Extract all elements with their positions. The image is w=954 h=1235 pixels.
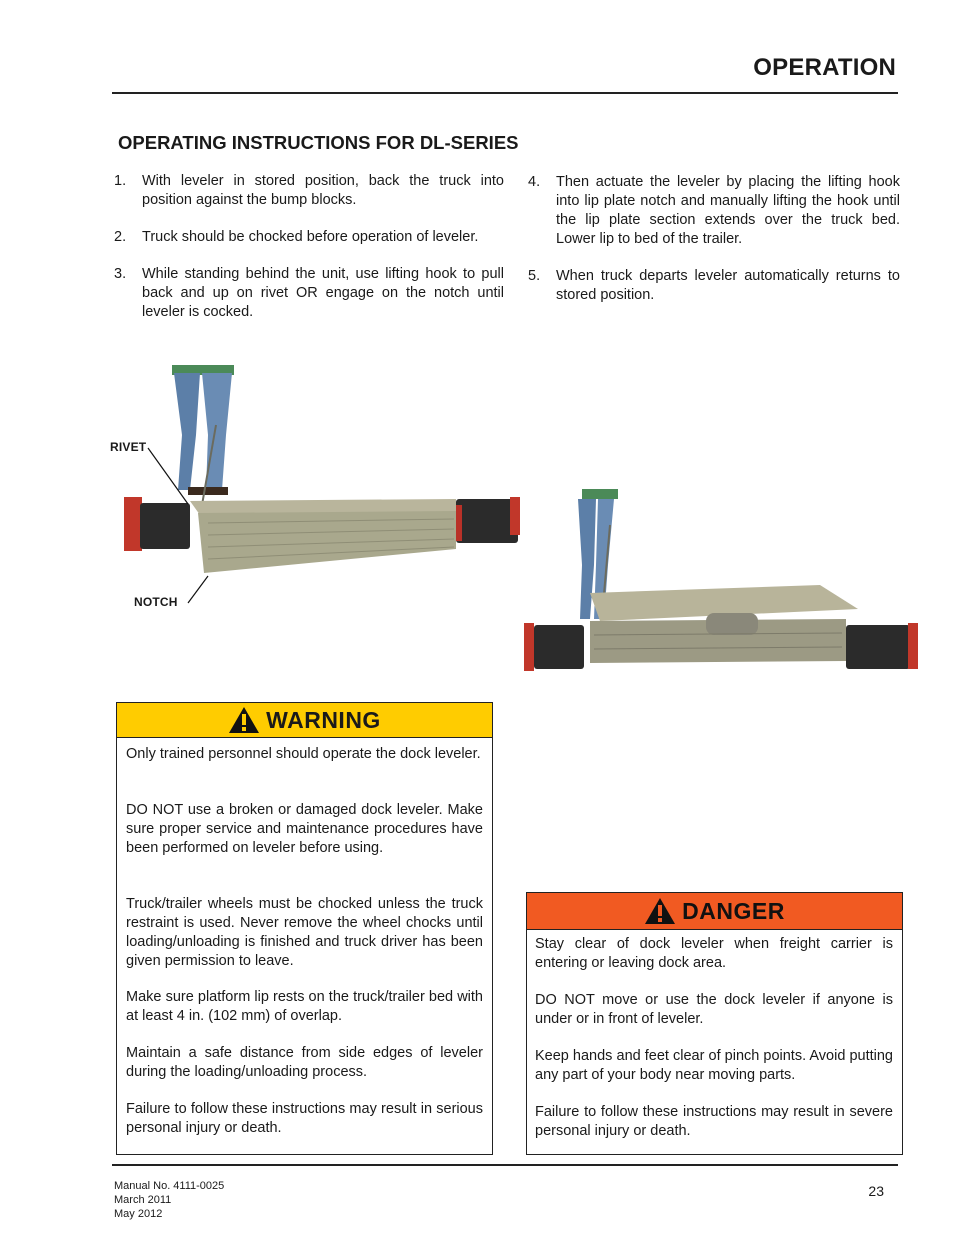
step-text: When truck departs leveler automatically returns to stored position.: [556, 268, 900, 303]
footer-manual-info: [114, 1179, 224, 1221]
warning-label: WARNING: [266, 706, 381, 733]
warning-paragraph: Maintain a safe distance from side edges of leveler during the loading/unloading process.: [126, 1045, 483, 1080]
step-3: [114, 265, 504, 325]
page-number: 23: [868, 1183, 884, 1199]
warning-box: [116, 702, 493, 1155]
page-header-title: OPERATION: [753, 54, 896, 81]
warning-paragraph: Make sure platform lip rests on the truck/trailer bed with at least 4 in. (102 mm) of overlap.: [126, 989, 483, 1024]
rivet-callout-label: RIVET: [110, 440, 147, 454]
step-5: [528, 267, 900, 307]
footer-date: March 2011: [114, 1194, 172, 1206]
danger-label: DANGER: [682, 897, 785, 924]
footer-rule: [112, 1164, 898, 1166]
footer-date: May 2012: [114, 1208, 163, 1220]
step-text: While standing behind the unit, use lifting hook to pull back and up on rivet OR engage on the notch until leveler is cocked.: [142, 266, 504, 320]
step-number: 2.: [114, 229, 127, 245]
step-text: With leveler in stored position, back the truck into position against the bump blocks.: [142, 173, 504, 208]
warning-banner: [117, 703, 492, 738]
danger-paragraph: Failure to follow these instructions may result in severe personal injury or death.: [535, 1104, 893, 1139]
danger-box: [526, 892, 903, 1155]
header-rule: [112, 92, 898, 94]
danger-banner: [527, 893, 902, 930]
warning-paragraph: Only trained personnel should operate the dock leveler.: [126, 746, 481, 762]
danger-paragraph: Stay clear of dock leveler when freight carrier is entering or leaving dock area.: [535, 936, 893, 971]
leveler-extended-photo: [520, 485, 920, 675]
step-2: [114, 228, 504, 248]
warning-paragraph: Truck/trailer wheels must be chocked unless the truck restraint is used. Never remove the wheel chocks until loading/unloading is finished and truck driver has been given permission to leave.: [126, 896, 483, 969]
step-text: Truck should be chocked before operation of leveler.: [142, 229, 479, 245]
step-number: 4.: [528, 174, 541, 190]
danger-triangle-icon: [644, 897, 676, 925]
step-text: Then actuate the leveler by placing the lifting hook into lip plate notch and manually lifting the hook until the lip plate section extends over the truck bed. Lower lip to bed of the trailer.: [556, 174, 900, 247]
manual-number: Manual No. 4111-0025: [114, 1180, 225, 1192]
warning-paragraph: Failure to follow these instructions may result in serious personal injury or death.: [126, 1101, 483, 1136]
step-number: 5.: [528, 268, 541, 284]
step-number: 3.: [114, 266, 127, 282]
danger-paragraph: Keep hands and feet clear of pinch points. Avoid putting any part of your body near moving parts.: [535, 1048, 893, 1083]
step-number: 1.: [114, 173, 127, 189]
step-4: [528, 173, 900, 253]
danger-paragraph: DO NOT move or use the dock leveler if anyone is under or in front of leveler.: [535, 992, 893, 1027]
callout-leader-lines: [100, 440, 220, 610]
warning-triangle-icon: [228, 706, 260, 734]
step-1: [114, 172, 504, 212]
section-title: OPERATING INSTRUCTIONS FOR DL-SERIES: [118, 132, 519, 153]
warning-paragraph: DO NOT use a broken or damaged dock leveler. Make sure proper service and maintenance procedures have been performed on leveler before using.: [126, 802, 483, 856]
notch-callout-label: NOTCH: [134, 595, 178, 609]
